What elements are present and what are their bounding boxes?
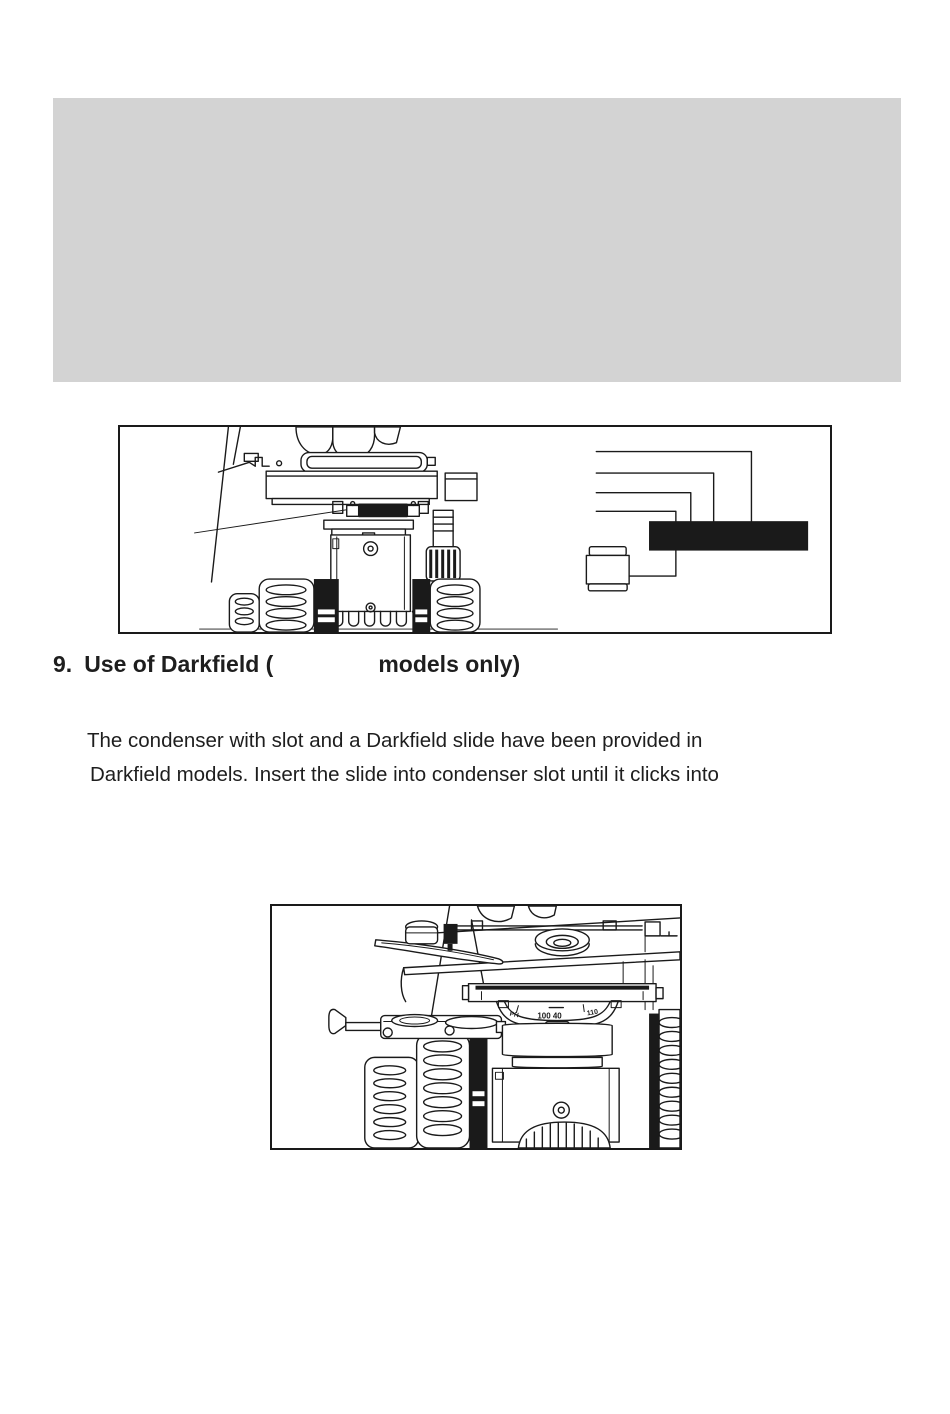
stage-clamp-arm (375, 921, 503, 964)
objective-bottoms (477, 906, 556, 922)
section-title-suffix: models only) (378, 651, 521, 677)
legend-filter-bar (649, 521, 808, 550)
holder-leader-line (629, 551, 676, 577)
nosepiece-objectives (296, 427, 435, 472)
slide-handle (329, 1009, 346, 1033)
redacted-gray-block (53, 98, 901, 382)
figure2-illustration (272, 906, 680, 1148)
legend-leader-lines (596, 452, 751, 526)
body-line-1: The condenser with slot and a Darkfield slide have been provided in (87, 729, 703, 752)
stage-clamp-lever (218, 453, 281, 472)
section-body (87, 724, 877, 792)
dial-label-center: 100 40 (537, 1011, 562, 1021)
dial-label-right: 110 (586, 1008, 599, 1018)
focus-knobs-right (412, 579, 480, 632)
slide-opening-1 (392, 1015, 438, 1027)
figure-filter-slider-diagram (118, 425, 832, 634)
darkfield-slide (329, 1009, 506, 1038)
focus-knob-right (649, 1010, 680, 1148)
condenser-carrier-bar (463, 984, 664, 1002)
figure1-illustration (120, 427, 830, 632)
filter-holder (586, 547, 675, 591)
section-heading (53, 651, 520, 678)
slide-rod (346, 1023, 381, 1031)
stage (266, 471, 477, 504)
body-line-2: Darkfield models. Insert the slide into condenser slot until it clicks into (90, 763, 719, 786)
section-number: 9. (53, 651, 73, 677)
figure-darkfield-slide-diagram (270, 904, 682, 1150)
slide-opening-2 (446, 1017, 498, 1029)
dial-label-left: PH (509, 1010, 520, 1020)
section-title-prefix: Use of Darkfield ( (84, 651, 274, 677)
stage-opening-ring (535, 929, 589, 956)
focus-knobs-left (229, 579, 338, 632)
filter-slider-bar (359, 504, 408, 518)
focus-knobs-left (365, 1033, 488, 1148)
